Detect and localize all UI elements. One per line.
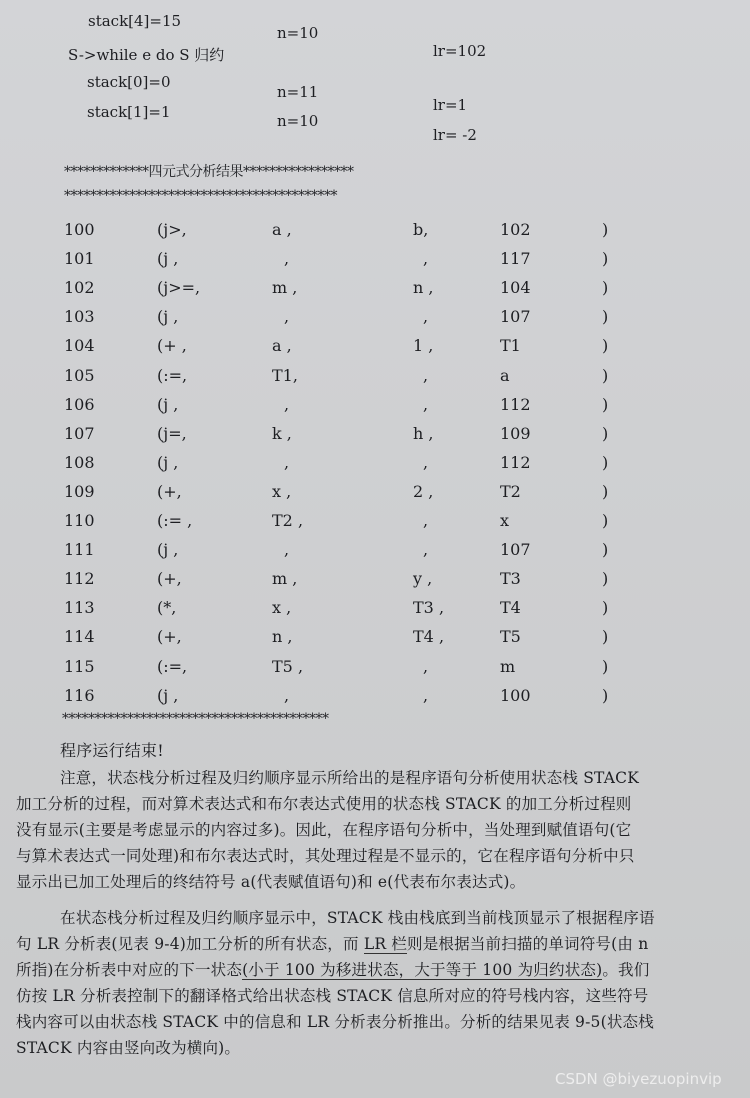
quad-cell-a2: ,: [423, 511, 429, 530]
para1-line-5: 显示出已加工处理后的终结符号 a(代表赋值语句)和 e(代表布尔表达式)。: [16, 873, 526, 891]
quad-cell-r: 109: [500, 423, 531, 443]
trace-line-0-left: stack[4]=15: [88, 12, 182, 30]
quad-cell-a2: ,: [423, 365, 429, 385]
quad-cell-n: 112: [64, 569, 95, 589]
quad-result-title: *************四元式分析结果*****************: [64, 164, 354, 180]
quad-row: [0, 395, 750, 423]
quad-cell-a2: ,: [423, 394, 429, 414]
quad-cell-a1: T1,: [272, 365, 298, 385]
quad-cell-p: ): [602, 249, 609, 269]
quad-cell-a1: k ,: [272, 423, 292, 443]
run-end-text: 程序运行结束!: [60, 741, 164, 760]
quad-cell-n: 103: [64, 307, 95, 327]
quad-cell-op: (*,: [157, 598, 177, 618]
quad-cell-a2: ,: [423, 656, 429, 676]
quad-cell-r: 117: [500, 249, 531, 269]
quad-row: [0, 511, 750, 539]
quad-cell-a1: m ,: [272, 569, 298, 589]
quad-cell-p: ): [602, 365, 609, 385]
quad-cell-op: (j ,: [157, 452, 179, 472]
quad-cell-a2: 2 ,: [413, 481, 434, 501]
quad-cell-r: 107: [500, 540, 531, 560]
quad-cell-p: ): [602, 336, 609, 356]
quad-cell-r: T1: [500, 336, 521, 356]
para2-line-1: 在状态栈分析过程及归约顺序显示中，STACK 栈由栈底到当前栈顶显示了根据程序语: [60, 909, 655, 927]
quad-cell-op: (+,: [157, 627, 182, 647]
quad-cell-p: ): [602, 569, 609, 589]
para2-line-3-a: 所指)在分析表中对应的下一状态: [16, 961, 243, 979]
para1-line-3: 没有显示(主要是考虑显示的内容过多)。因此，在程序语句分析中，当处理到赋值语句(它: [16, 821, 632, 839]
quad-cell-p: ): [602, 307, 609, 327]
quad-row: [0, 569, 750, 597]
quad-row: [0, 686, 750, 714]
quad-cell-op: (j=,: [157, 423, 187, 443]
quad-cell-n: 115: [64, 656, 95, 676]
quad-cell-p: ): [602, 220, 609, 239]
quad-cell-op: (+ ,: [157, 336, 187, 356]
quad-cell-a2: T4 ,: [413, 627, 445, 647]
quad-cell-r: 104: [500, 278, 531, 298]
quad-cell-n: 101: [64, 249, 95, 269]
para2-line-3: [16, 958, 649, 983]
quad-cell-a1: ,: [284, 307, 290, 327]
quad-cell-n: 114: [64, 627, 95, 647]
quad-cell-op: (:=,: [157, 656, 188, 676]
para2-line-3-b: 。我们: [602, 961, 650, 979]
quad-cell-n: 105: [64, 365, 95, 385]
quad-cell-r: T5: [500, 627, 521, 647]
quad-cell-a2: b,: [413, 220, 429, 239]
trace-line-0-mid: n=10: [277, 24, 319, 42]
quad-cell-n: 100: [64, 220, 95, 239]
quad-cell-n: 110: [64, 511, 95, 530]
quad-cell-op: (+,: [157, 569, 182, 589]
csdn-watermark: CSDN @biyezuopinvip: [555, 1070, 722, 1088]
quad-footer-stars: *****************************************: [62, 711, 329, 727]
quad-cell-a2: T3 ,: [413, 598, 445, 618]
quad-cell-r: m: [500, 656, 516, 676]
quad-cell-op: (j>=,: [157, 278, 201, 298]
trace-line-4-right: lr= -2: [433, 126, 477, 144]
quad-result-stars: ******************************************: [64, 188, 337, 204]
quad-cell-p: ): [602, 423, 609, 443]
quad-cell-a2: 1 ,: [413, 336, 434, 356]
quad-cell-r: T2: [500, 481, 521, 501]
quad-cell-p: ): [602, 278, 609, 298]
quad-cell-op: (:= ,: [157, 511, 193, 530]
quad-cell-op: (j ,: [157, 685, 179, 705]
quad-cell-op: (+,: [157, 481, 182, 501]
quad-cell-op: (j ,: [157, 540, 179, 560]
quad-cell-a1: x ,: [272, 481, 292, 501]
quad-cell-a1: a ,: [272, 220, 292, 239]
quad-cell-a2: ,: [423, 452, 429, 472]
quad-cell-n: 113: [64, 598, 95, 618]
quad-cell-n: 106: [64, 394, 95, 414]
quad-cell-p: ): [602, 452, 609, 472]
quad-cell-r: T4: [500, 598, 521, 618]
quad-cell-a1: ,: [284, 394, 290, 414]
para2-line-5: 栈内容可以由状态栈 STACK 中的信息和 LR 分析表分析推出。分析的结果见表 9-5(状态栈: [16, 1013, 654, 1031]
quad-cell-n: 104: [64, 336, 95, 356]
quad-cell-n: 116: [64, 685, 95, 705]
quad-cell-p: ): [602, 598, 609, 618]
quad-cell-a2: ,: [423, 540, 429, 560]
quad-cell-p: ): [602, 685, 609, 705]
quad-cell-r: 112: [500, 452, 531, 472]
quad-row: [0, 453, 750, 481]
quad-row: [0, 627, 750, 655]
quad-row: [0, 657, 750, 685]
state-range-underline: (小于 100 为移进状态，大于等于 100 为归约状态): [242, 961, 603, 979]
quad-cell-a1: T5 ,: [272, 656, 304, 676]
para1-line-1: 注意，状态栈分析过程及归约顺序显示所给出的是程序语句分析使用状态栈 STACK: [60, 769, 639, 787]
quad-row: [0, 220, 750, 248]
quad-cell-a2: ,: [423, 307, 429, 327]
quad-row: [0, 540, 750, 568]
quad-cell-n: 107: [64, 423, 95, 443]
lr-column-underline: LR 栏: [363, 935, 408, 953]
quad-cell-n: 102: [64, 278, 95, 298]
para2-line-2: [16, 932, 648, 957]
quad-row: [0, 424, 750, 452]
trace-line-3-right: lr=1: [433, 96, 468, 114]
quad-cell-n: 109: [64, 481, 95, 501]
quad-cell-r: 102: [500, 220, 531, 239]
quad-cell-p: ): [602, 540, 609, 560]
quad-cell-a1: ,: [284, 540, 290, 560]
quad-row: [0, 249, 750, 277]
quad-cell-a1: x ,: [272, 598, 292, 618]
trace-line-1-left: S->while e do S 归约: [68, 46, 225, 64]
quad-cell-op: (j ,: [157, 394, 179, 414]
quad-cell-a1: ,: [284, 685, 290, 705]
quad-cell-a2: ,: [423, 685, 429, 705]
quad-cell-op: (:=,: [157, 365, 188, 385]
quad-cell-p: ): [602, 656, 609, 676]
quad-row: [0, 366, 750, 394]
quad-cell-p: ): [602, 627, 609, 647]
quad-row: [0, 598, 750, 626]
quad-cell-op: (j ,: [157, 307, 179, 327]
quad-row: [0, 336, 750, 364]
quad-cell-n: 111: [64, 540, 95, 560]
para2-line-6: STACK 内容由竖向改为横向)。: [16, 1039, 241, 1057]
para2-line-2-b: 则是根据当前扫描的单词符号(由 n: [407, 935, 649, 953]
trace-line-3-left: stack[1]=1: [87, 103, 171, 121]
trace-line-2-mid: n=11: [277, 83, 319, 101]
quad-cell-a2: y ,: [413, 569, 433, 589]
quad-cell-a1: ,: [284, 249, 290, 269]
quad-cell-r: 107: [500, 307, 531, 327]
quad-cell-a2: n ,: [413, 278, 434, 298]
quad-cell-r: x: [500, 511, 510, 530]
trace-line-1-right: lr=102: [433, 42, 487, 60]
quad-cell-op: (j>,: [157, 220, 187, 239]
quad-cell-r: T3: [500, 569, 521, 589]
quad-cell-op: (j ,: [157, 249, 179, 269]
quad-cell-n: 108: [64, 452, 95, 472]
quad-row: [0, 482, 750, 510]
quad-cell-a1: T2 ,: [272, 511, 304, 530]
para1-line-4: 与算术表达式一同处理)和布尔表达式时，其处理过程是不显示的，它在程序语句分析中只: [16, 847, 635, 865]
quad-cell-a2: ,: [423, 249, 429, 269]
para1-line-2: 加工分析的过程，而对算术表达式和布尔表达式使用的状态栈 STACK 的加工分析过程则: [16, 795, 632, 813]
trace-line-3-mid: n=10: [277, 112, 319, 130]
quad-row: [0, 278, 750, 306]
quad-cell-a1: m ,: [272, 278, 298, 298]
quad-cell-p: ): [602, 481, 609, 501]
trace-line-2-left: stack[0]=0: [87, 73, 171, 91]
quad-cell-a1: ,: [284, 452, 290, 472]
quad-cell-p: ): [602, 394, 609, 414]
quad-cell-a2: h ,: [413, 423, 434, 443]
quad-cell-r: a: [500, 365, 510, 385]
quad-cell-p: ): [602, 511, 609, 530]
quad-cell-r: 112: [500, 394, 531, 414]
para2-line-2-a: 句 LR 分析表(见表 9-4)加工分析的所有状态，而: [16, 935, 364, 953]
quad-cell-r: 100: [500, 685, 531, 705]
quad-cell-a1: n ,: [272, 627, 293, 647]
quad-row: [0, 307, 750, 335]
quad-cell-a1: a ,: [272, 336, 292, 356]
para2-line-4: 仿按 LR 分析表控制下的翻译格式给出状态栈 STACK 信息所对应的符号栈内容，这些符号: [16, 987, 649, 1005]
